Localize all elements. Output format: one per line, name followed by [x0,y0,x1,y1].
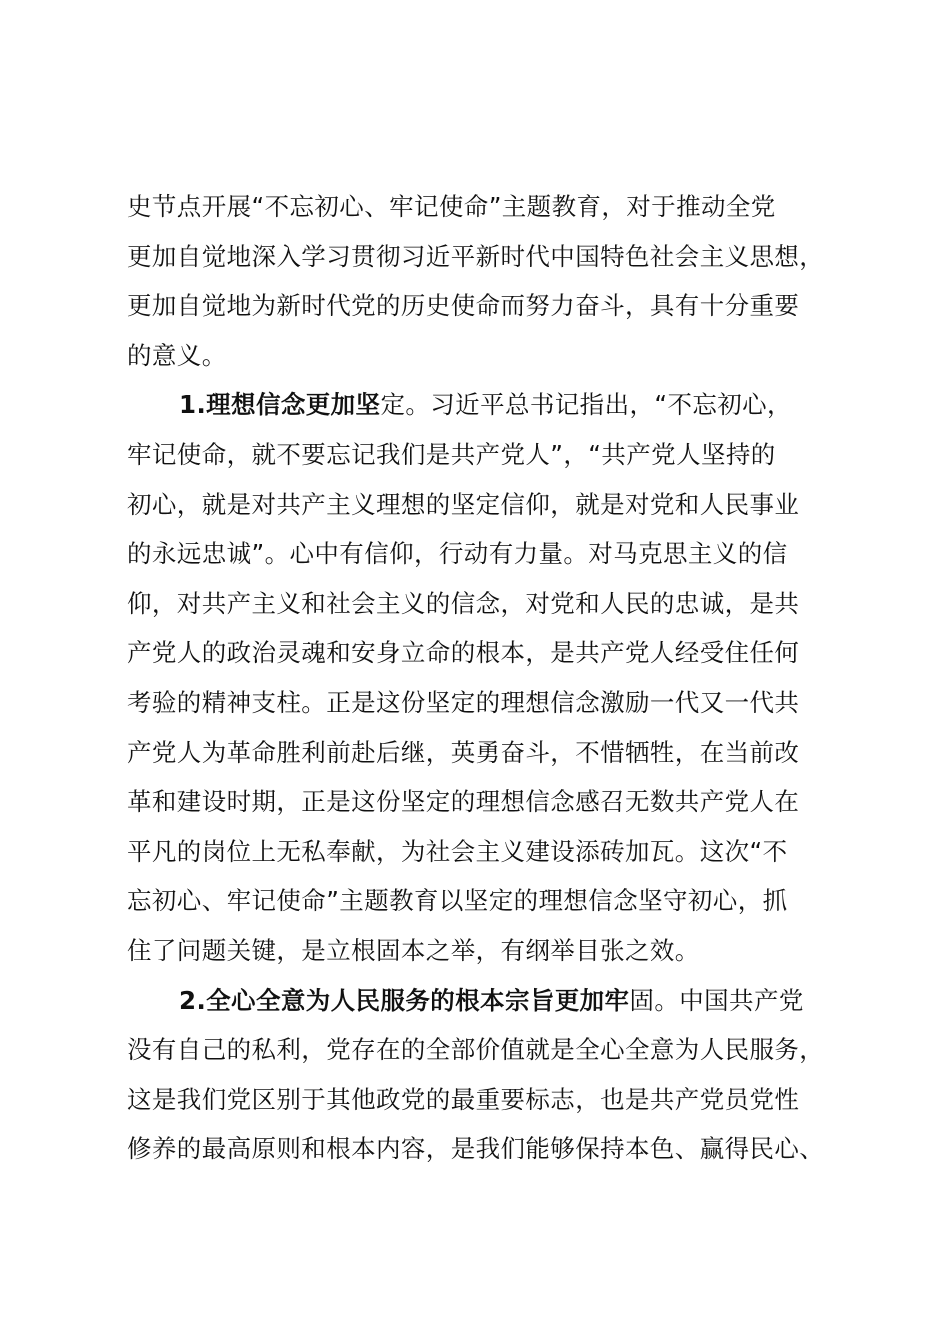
text-line: 考验的精神支柱。正是这份坚定的理想信念激励一代又一代共 [127,687,800,717]
text-run: 固。中国共产党 [629,985,804,1015]
text-line: 修养的最高原则和根本内容，是我们能够保持本色、赢得民心、 [127,1134,825,1164]
section-heading-2: 2.全心全意为人民服务的根本宗旨更加牢 [179,985,630,1015]
text-line: 产党人的政治灵魂和安身立命的根本，是共产党人经受住任何 [127,638,800,668]
text-run: 定。习近平总书记指出，“不忘初心， [380,390,792,420]
text-line: 的永远忠诚”。心中有信仰，行动有力量。对马克思主义的信 [127,539,788,569]
document-body [127,182,867,1174]
text-line: 这是我们党区别于其他政党的最重要标志，也是共产党员党性 [127,1084,800,1114]
text-line: 忘初心、牢记使命”主题教育以坚定的理想信念坚守初心，抓 [127,886,788,916]
text-line: 没有自己的私利，党存在的全部价值就是全心全意为人民服务， [127,1035,825,1065]
paragraph-serve-people [127,976,867,1174]
text-line: 的意义。 [127,340,227,370]
text-line: 更加自觉地深入学习贯彻习近平新时代中国特色社会主义思想， [127,241,825,271]
text-line-first [127,976,867,1026]
text-line: 仰，对共产主义和社会主义的信念，对党和人民的忠诚，是共 [127,588,800,618]
text-line: 产党人为革命胜利前赴后继，英勇奋斗，不惜牺牲，在当前改 [127,737,800,767]
text-line: 革和建设时期，正是这份坚定的理想信念感召无数共产党人在 [127,787,800,817]
text-line-first [127,380,867,430]
section-heading-1: 1.理想信念更加坚 [179,390,381,420]
paragraph-ideals [127,380,867,975]
text-line: 牢记使命，就不要忘记我们是共产党人”，“共产党人坚持的 [127,439,776,469]
text-line: 更加自觉地为新时代党的历史使命而努力奋斗，具有十分重要 [127,291,800,321]
paragraph-intro [127,182,867,380]
text-line: 平凡的岗位上无私奉献，为社会主义建设添砖加瓦。这次“不 [127,836,788,866]
text-line: 史节点开展“不忘初心、牢记使命”主题教育，对于推动全党 [127,192,776,221]
text-line: 初心，就是对共产主义理想的坚定信仰，就是对党和人民事业 [127,489,800,519]
text-line: 住了问题关键，是立根固本之举，有纲举目张之效。 [127,935,700,965]
